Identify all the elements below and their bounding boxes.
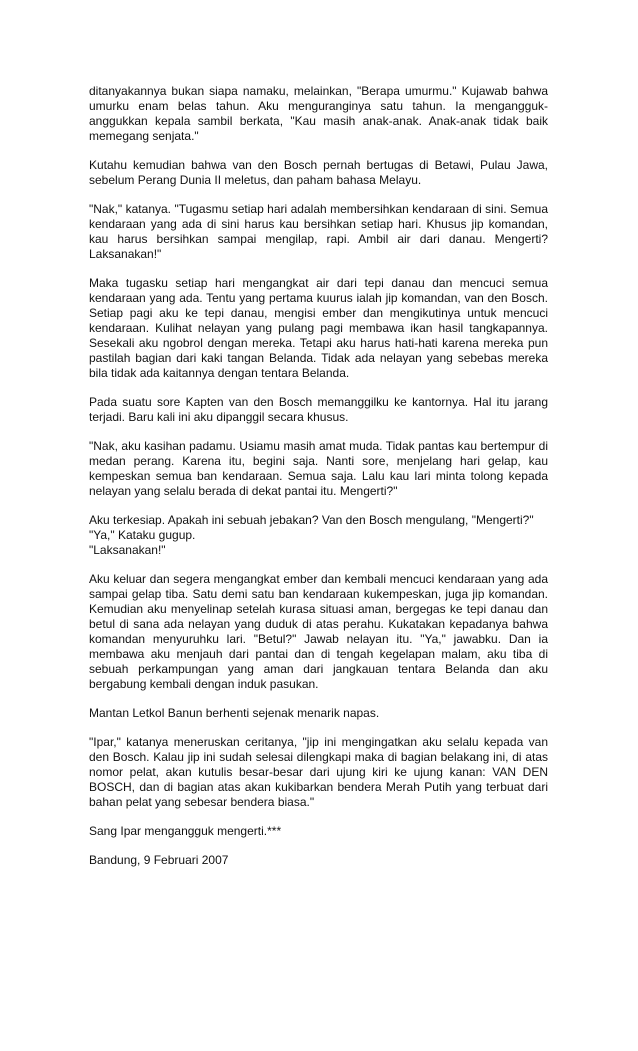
paragraph-4: Maka tugasku setiap hari mengangkat air dari tepi danau dan mencuci semua kendaraan yang ada. Tentu yang pertama kuurus ialah jip komandan, van den Bosch. Setiap pagi aku ke tepi danau, mengisi ember dan mengikutinya untuk mencuci kendaraan. Kulihat nelayan yang pulang pagi membawa ikan hasil tangkapannya. Sesekali aku ngobrol dengan mereka. Tetapi aku harus hati-hati karena mereka pun pastilah bagian dari kaki tangan Belanda. Tidak ada nelayan yang sebebas mereka bila tidak ada kaitannya dengan tentara Belanda. [89, 276, 548, 380]
paragraph-8: Mantan Letkol Banun berhenti sejenak menarik napas. [89, 706, 380, 720]
document-page [89, 84, 548, 882]
paragraph-5: Pada suatu sore Kapten van den Bosch memanggilku ke kantornya. Hal itu jarang terjadi. Baru kali ini aku dipanggil secara khusus. [89, 395, 548, 424]
paragraph-10: Sang Ipar mengangguk mengerti.*** [89, 824, 282, 838]
paragraph-9: "Ipar," katanya meneruskan ceritanya, "jip ini mengingatkan aku selalu kepada van den Bosch. Kalau jip ini sudah selesai dilengkapi maka di bagian belakang ini, di atas nomor pelat, akan kutulis besar-besar dari ujung kiri ke ujung kanan: VAN DEN BOSCH, dan di bagian atas akan kukibarkan bendera Merah Putih yang terbuat dari bahan pelat yang sebesar bendera biasa." [89, 735, 548, 809]
paragraph-6: "Nak, aku kasihan padamu. Usiamu masih amat muda. Tidak pantas kau bertempur di medan perang. Karena itu, begini saja. Nanti sore, menjelang hari gelap, kau kempeskan semua ban kendaraan. Semua saja. Lalu kau lari minta tolong kepada nelayan yang selalu berada di dekat pantai itu. Mengerti?" [89, 439, 548, 498]
dialogue-line-3: "Laksanakan!" [89, 543, 166, 557]
dialogue-line-1: Aku terkesiap. Apakah ini sebuah jebakan? Van den Bosch mengulang, "Mengerti?" [89, 513, 534, 527]
paragraph-7: Aku keluar dan segera mengangkat ember dan kembali mencuci kendaraan yang ada sampai gelap tiba. Satu demi satu ban kendaraan kukempeskan, juga jip komandan. Kemudian aku menyelinap setelah kurasa situasi aman, bergegas ke tepi danau dan betul di sana ada nelayan yang duduk di atas perahu. Kukatakan kepadanya bahwa komandan menyuruhku lari. "Betul?" Jawab nelayan itu. "Ya," jawabku. Dan ia membawa aku menjauh dari pantai dan di tengah kegelapan malam, aku tiba di sebuah perkampungan yang aman dari jangkauan tentara Belanda dan aku bergabung kembali dengan induk pasukan. [89, 572, 548, 691]
closing-date-line: Bandung, 9 Februari 2007 [89, 853, 229, 867]
dialogue-line-2: "Ya," Kataku gugup. [89, 528, 196, 542]
paragraph-1: ditanyakannya bukan siapa namaku, melainkan, "Berapa umurmu." Kujawab bahwa umurku enam belas tahun. Aku menguranginya satu tahun. Ia mengangguk-anggukkan kepala sambil berkata, "Kau masih anak-anak. Anak-anak tidak baik memegang senjata." [89, 84, 548, 143]
dialogue-block [89, 513, 548, 558]
paragraph-3: "Nak," katanya. "Tugasmu setiap hari adalah membersihkan kendaraan di sini. Semua kendaraan yang ada di sini harus kau bersihkan setiap hari. Khusus jip komandan, kau harus bersihkan sampai mengilap, rapi. Ambil air dari danau. Mengerti? Laksanakan!" [89, 202, 548, 261]
paragraph-2: Kutahu kemudian bahwa van den Bosch pernah bertugas di Betawi, Pulau Jawa, sebelum Perang Dunia II meletus, dan paham bahasa Melayu. [89, 158, 548, 187]
